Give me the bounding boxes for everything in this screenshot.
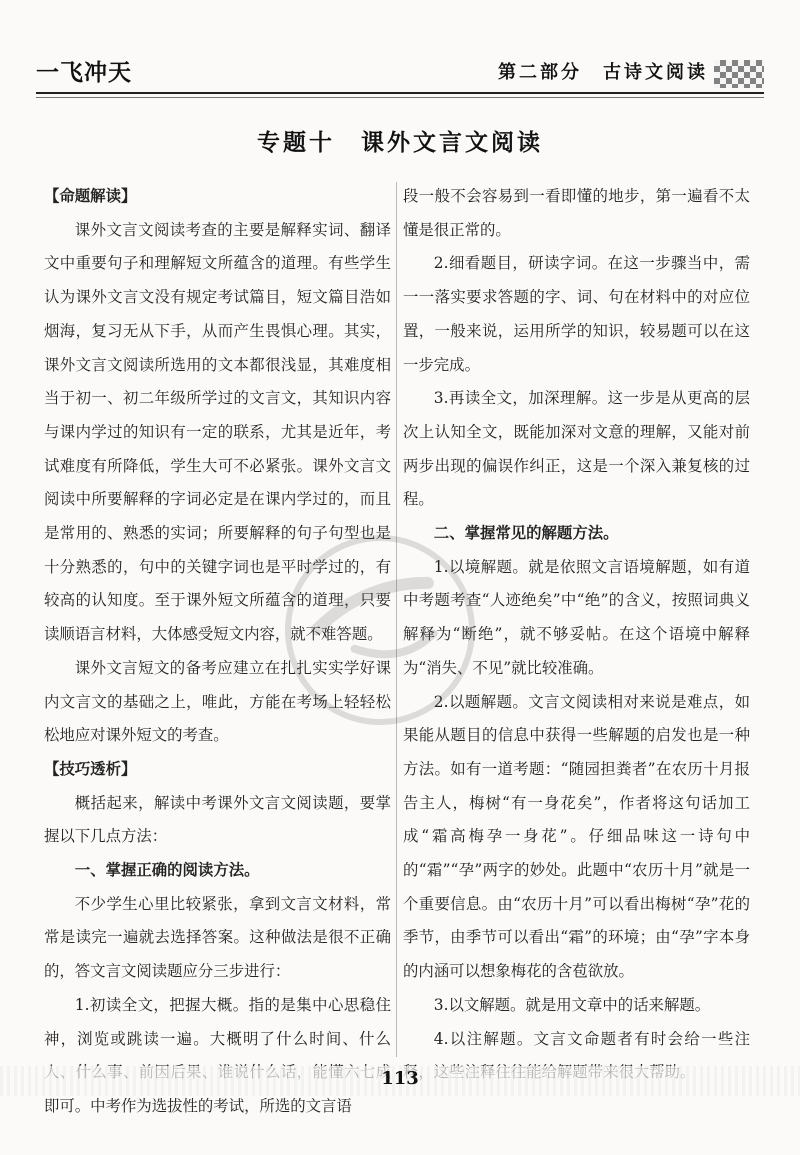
page-title: 专题十 课外文言文阅读 (257, 129, 543, 156)
paragraph: 3.以文解题。就是用文章中的话来解题。 (433, 995, 711, 1014)
checker-decoration (714, 60, 764, 88)
paragraph: 1.初读全文，把握大概。指的是集中心思稳住神，浏览或跳读一遍。大概明了什么时间、什么 即可。中考作为选拔性的考试，所选的文言语 (44, 995, 391, 1115)
paragraph: 4.以注解题。文言文命题者有时会给一些注 (433, 1029, 750, 1048)
paragraph: 段一般不会容易到一看即懂的地步，第一遍看不太懂是很正常的。 (403, 187, 750, 239)
paragraph: 课外文言短文的备考应建立在扎扎实实学好课内文言文的基础之上，唯此，方能在考场上轻轻松松地应对课外短文的考查。 (44, 658, 391, 745)
header-rule (36, 92, 764, 94)
paragraph: 1.以境解题。就是依照文言语境解题，如有道中考题考查“人迹绝矣”中“绝”的含义，按照词典义解释为“断绝”，就不够妥帖。在这个语境中解释为“消失、不见”就比较准确。 (403, 557, 750, 677)
page-header (36, 50, 764, 90)
brand-logo-text: 一飞冲天 (36, 60, 132, 86)
paragraph: 2.细看题目，研读字词。在这一步骤当中，需一一落实要求答题的字、词、句在材料中的对应位置，一般来说，运用所学的知识，较易题可以在这一步完成。 (403, 254, 750, 374)
paragraph: 概括起来，解读中考课外文言文阅读题，要掌握以下几点方法： (44, 793, 391, 846)
subheading: 一、掌握正确的阅读方法。 (74, 861, 260, 880)
header-rule-thin (36, 97, 764, 98)
subheading: 二、掌握常见的解题方法。 (433, 524, 619, 543)
page-number: 113 (381, 1068, 419, 1089)
watermark-ring (264, 514, 496, 746)
paragraph: 3.再读全文，加深理解。这一步是从更高的层次上认知全文，既能加深对文意的理解，又能对前两步出现的偏误作纠正，这是一个深入兼复核的过程。 (403, 389, 750, 509)
paragraph: 课外文言文阅读考查的主要是解释实词、翻译文中重要句子和理解短文所蕴含的道理。有些学生认为课外文言文没有规定考试篇目，短文篇目浩如烟海，复习无从下手，从而产生畏惧心理。其实，课外文言文阅读所选用的文本都很浅显，其难度相当于初一、初二年级所学过的文言文，其知识内容与课内学过的知识有一定的联系，尤其是近年，考试难度有所降低，学生大可不必紧张。课外文言文阅读中所要解释的字词必定是在课内学过的，而且是常用的、熟悉的实词；所要解释的句子句型也是十分熟悉的，句中的关键字词也是平时学过的，有较高的认知度。至于课外短文所蕴含的道理，只要读顺语言材料，大体感受短文内容，就不难答题。 (44, 220, 391, 644)
paragraph: 2.以题解题。文言文阅读相对来说是难点，如果能从题目的信息中获得一些解题的启发也是一种方法。如有一道考题：“随园担粪者”在农历十月报告主人，梅树“有一身花矣”，作者将这句话加工成“霜高梅孕一身花”。仔细品味这一诗句中的“霜”“孕”两字的妙处。此题中“农历十月”就是一个重要信息。由“农历十月”可以看出梅树“孕”花的季节，由季节可以看出“霜”的环境；由“孕”字本身的内涵可以想象梅花的含苞欲放。 (403, 692, 750, 981)
watermark-swoosh (355, 624, 437, 666)
paragraph: 不少学生心里比较紧张，拿到文言文材料，常常是读完一遍就去选择答案。这种做法是很不正确的，答文言文阅读题应分三步进行： (44, 894, 391, 981)
section-tag-skills: 【技巧透析】 (44, 759, 137, 778)
section-label: 第二部分 古诗文阅读 (498, 62, 708, 83)
watermark-stroke (311, 575, 431, 629)
section-tag-analysis: 【命题解读】 (44, 187, 137, 205)
